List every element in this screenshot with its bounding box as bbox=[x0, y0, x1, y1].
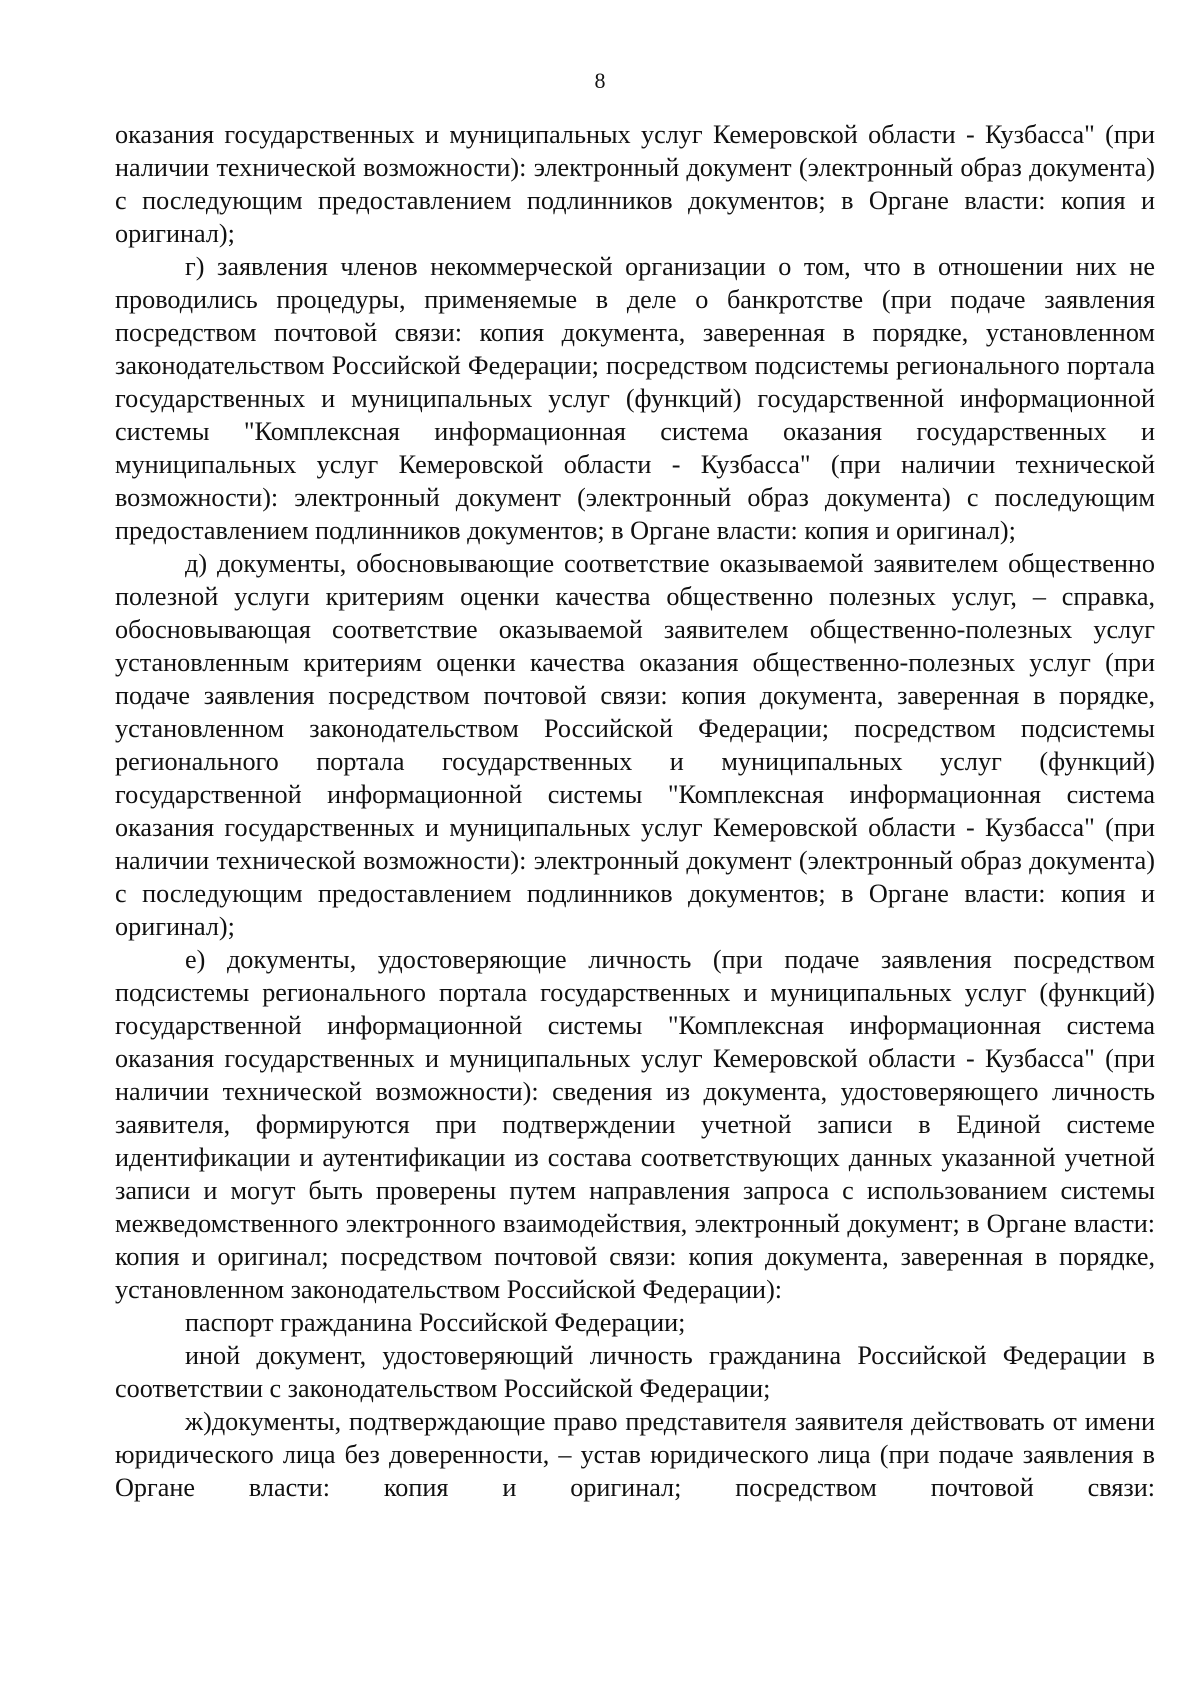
paragraph-item-e: е) документы, удостоверяющие личность (при подаче заявления посредством подсистемы регионального портала государственных и муниципальных услуг (функций) государственной информационной системы "Комплексная информационная система оказания государственных и муниципальных услуг Кемеровской области - Кузбасса" (при наличии технической возможности): сведения из документа, удостоверяющего личность заявителя, формируются при подтверждении учетной записи в Единой системе идентификации и аутентификации из состава соответствующих данных указанной учетной записи и могут быть проверены путем направления запроса с использованием системы межведомственного электронного взаимодействия, электронный документ; в Органе власти: копия и оригинал; посредством почтовой связи: копия документа, заверенная в порядке, установленном законодательством Российской Федерации): bbox=[115, 945, 1155, 1304]
paragraph-item-g: г) заявления членов некоммерческой организации о том, что в отношении них не проводились процедуры, применяемые в деле о банкротстве (при подаче заявления посредством почтовой связи: копия документа, заверенная в порядке, установленном законодательством Российской Федерации; посредством подсистемы регионального портала государственных и муниципальных услуг (функций) государственной информационной системы "Комплексная информационная система оказания государственных и муниципальных услуг Кемеровской области - Кузбасса" (при наличии технической возможности): электронный документ (электронный образ документа) с последующим предоставлением подлинников документов; в Органе власти: копия и оригинал); bbox=[115, 252, 1155, 545]
paragraph-other-document: иной документ, удостоверяющий личность гражданина Российской Федерации в соответствии с законодательством Российской Федерации; bbox=[115, 1341, 1155, 1403]
paragraph-item-zh: ж)документы, подтверждающие право представителя заявителя действовать от имени юридического лица без доверенности, – устав юридического лица (при подаче заявления в Органе власти: копия и оригинал; посредством почтовой связи: bbox=[115, 1407, 1155, 1502]
paragraph-passport: паспорт гражданина Российской Федерации; bbox=[185, 1308, 686, 1337]
page-number: 8 bbox=[594, 68, 606, 93]
paragraph-continuation: оказания государственных и муниципальных услуг Кемеровской области - Кузбасса" (при наличии технической возможности): электронный документ (электронный образ документа) с последующим предоставлением подлинников документов; в Органе власти: копия и оригинал); bbox=[115, 120, 1155, 248]
document-body bbox=[115, 118, 1155, 1504]
paragraph-item-d: д) документы, обосновывающие соответствие оказываемой заявителем общественно полезной услуги критериям оценки качества общественно полезных услуг, – справка, обосновывающая соответствие оказываемой заявителем общественно-полезных услуг установленным критериям оценки качества оказания общественно-полезных услуг (при подаче заявления посредством почтовой связи: копия документа, заверенная в порядке, установленном законодательством Российской Федерации; посредством подсистемы регионального портала государственных и муниципальных услуг (функций) государственной информационной системы "Комплексная информационная система оказания государственных и муниципальных услуг Кемеровской области - Кузбасса" (при наличии технической возможности): электронный документ (электронный образ документа) с последующим предоставлением подлинников документов; в Органе власти: копия и оригинал); bbox=[115, 549, 1155, 941]
